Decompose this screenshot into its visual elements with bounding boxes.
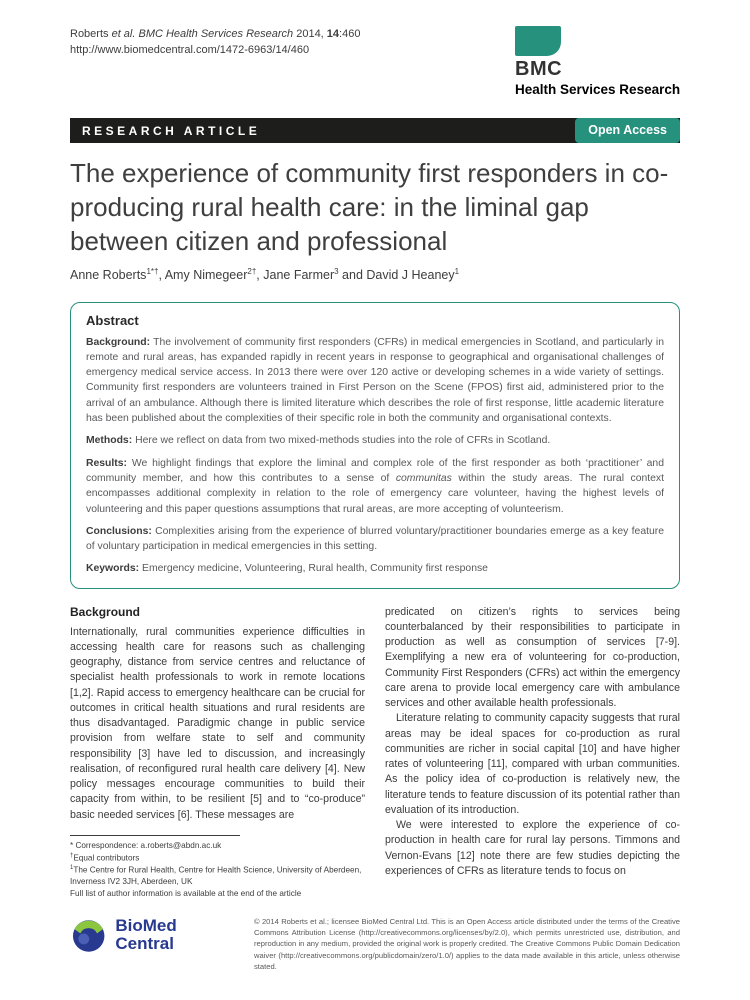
body-column-left <box>70 605 365 900</box>
section-heading-background: Background <box>70 604 141 619</box>
biomed-central-logo <box>70 916 238 954</box>
citation-year: 2014, <box>293 28 327 40</box>
abstract-results-text: We highlight findings that explore the liminal and complex role of the first responder as both ‘practitioner’ and community member, and how this contributes to a sense of <box>86 457 664 484</box>
article-title: The experience of community first responders in co-producing rural health care: in the liminal gap between citizen and professional <box>70 158 669 256</box>
body-column-right <box>385 605 680 900</box>
biomed-central-logo-icon <box>70 916 107 954</box>
author-name: Anne Roberts <box>70 268 147 283</box>
affiliation-sup: 1 <box>70 864 74 871</box>
open-access-badge: Open Access <box>575 118 680 143</box>
body-paragraph: predicated on citizen’s rights to services being counterbalanced by their responsibilities to participate in production as well as consumption of services [7-9]. Exemplifying a new era of volunteering for co-production, Community First Responders (CFRs) act within the emergency care arena to provide local emergency care with ambulance services and other available health professionals. <box>385 605 680 710</box>
abstract-heading: Abstract <box>86 312 139 328</box>
citation-page: :460 <box>339 28 361 40</box>
bmc-logo <box>515 26 680 97</box>
authors-line <box>70 267 680 282</box>
equal-contributors-sup: † <box>70 852 74 859</box>
affiliation-text: The Centre for Rural Health, Centre for Health Science, University of Aberdeen, Inverness IV2 3JH, Aberdeen, UK <box>70 865 362 887</box>
abstract-section-results <box>86 456 664 517</box>
footnote-block <box>70 835 365 900</box>
abstract-results-label: Results: <box>86 457 127 469</box>
bmc-logo-abbr: BMC <box>515 58 563 80</box>
abstract-section-conclusions <box>86 524 664 555</box>
author-name: Jane Farmer <box>263 268 335 283</box>
abstract-background-label: Background: <box>86 336 151 348</box>
abstract-panel <box>70 302 680 589</box>
abstract-background-text: The involvement of community first responders (CFRs) in medical emergencies in Scotland, and particularly in remote and rural areas, has expanded rapidly in recent years in response to geographical and organisational challenges of emergency medical service access. In 2013 there were over 120 active or developing schemes in a wide variety of settings. Community first responders are volunteers trained in First Person on the Scene (FPOS) first aid, administered prior to the arrival of an ambulance. Although there is limited literature which describes the role of first response, little academic literature has been published about the complexities of their specific role in both the community and organisational contexts. <box>86 336 664 425</box>
article-body <box>70 605 680 900</box>
author-affiliation-sup: 1 <box>454 267 460 277</box>
abstract-conclusions-label: Conclusions: <box>86 525 152 537</box>
full-author-list-note: Full list of author information is available at the end of the article <box>70 888 302 898</box>
equal-contributors-note <box>70 852 365 864</box>
citation-line <box>70 26 360 43</box>
abstract-keywords-text: Emergency medicine, Volunteering, Rural health, Community first response <box>139 563 488 575</box>
citation-authors: Roberts <box>70 28 112 40</box>
abstract-results-italic: communitas <box>395 472 452 484</box>
author-affiliation-sup: 1*† <box>146 267 159 277</box>
abstract-section-background <box>86 335 664 427</box>
journal-url-link[interactable]: http://www.biomedcentral.com/1472-6963/14/460 <box>70 43 310 56</box>
abstract-methods-text: Here we reflect on data from two mixed-methods studies into the role of CFRs in Scotland. <box>132 435 551 447</box>
page-footer <box>70 916 680 973</box>
body-paragraph: We were interested to explore the experience of co-production in health care for rural lay persons. Timmons and Vernon-Evans [12] note there are few studies depicting the experiences of CFRs as literature tends to focus on <box>385 819 680 877</box>
author-separator: , <box>256 268 264 283</box>
author-name: Amy Nimegeer <box>164 268 248 283</box>
body-paragraph: Literature relating to community capacity suggests that rural areas may be ideal spaces for co-production as rural communities are richer in social capital [10] and have higher rates of volunteering [11], compared with urban communities. As the policy idea of co-production is relatively new, the literature tends to feature discussion of its potential rather than evaluation of its introduction. <box>385 712 680 816</box>
abstract-conclusions-text: Complexities arising from the experience of blurred voluntary/practitioner boundaries emerge as a key feature of voluntary participation in medical emergencies in this setting. <box>86 525 664 553</box>
citation-journal: et al. BMC Health Services Research <box>111 28 294 40</box>
author-separator: , <box>158 268 165 283</box>
author-separator: and <box>338 268 367 283</box>
footnote-divider <box>70 835 240 836</box>
author-affiliation-sup: 3 <box>334 267 339 277</box>
abstract-results-text: within the study areas. The rural context encompasses additional complexity in relation to the role of emergency care volunteer, having the highest levels of volunteering and this paper questions assumptions that rural areas, are more accepting of volunteerism. <box>86 472 664 515</box>
page-header <box>70 26 680 97</box>
abstract-methods-label: Methods: <box>86 435 133 447</box>
correspondence-label: * Correspondence: <box>70 840 141 850</box>
bmc-logo-icon <box>515 26 561 56</box>
copyright-text: © 2014 Roberts et al.; licensee BioMed Central Ltd. This is an Open Access article distributed under the terms of the Creative Commons Attribution License (http://creativecommons.org/licenses/by/2.0), which permits unrestricted use, distribution, and reproduction in any medium, provided the original work is properly credited. The Creative Commons Public Domain Dedication waiver (http://creativecommons.org/publicdomain/zero/1.0/) applies to the data made available in this article, unless otherwise stated. <box>254 916 680 972</box>
citation-volume: 14 <box>326 28 340 40</box>
bmc-journal-name: Health Services Research <box>515 82 681 97</box>
article-type-label: RESEARCH ARTICLE <box>82 123 261 138</box>
citation-block <box>70 26 360 56</box>
correspondence-email-link[interactable]: a.roberts@abdn.ac.uk <box>140 840 222 850</box>
author-affiliation-sup: 2† <box>247 267 257 277</box>
abstract-section-keywords <box>86 561 664 576</box>
equal-contributors-text: Equal contributors <box>73 853 140 863</box>
abstract-section-methods <box>86 433 664 448</box>
biomed-central-logo-text: BioMed Central <box>115 915 177 953</box>
body-paragraph: Internationally, rural communities experience difficulties in accessing health care for reasons such as challenging geography, distance from service centres and reluctance of specialist health professionals to work in remote locations [1,2]. Rapid access to emergency healthcare can be crucial for outcomes in critical health situations and rural residents are thus disadvantaged. Paradigmic change in public service provision from welfare state to self and community responsibility [3] have led to discussion, and increasingly realisation, of reconfigured rural health care delivery [4]. New policy messages encourage communities to build their capacity from within, to be resilient [5] and to “co-produce” basic needed services [6]. These messages are <box>70 625 365 821</box>
abstract-keywords-label: Keywords: <box>86 563 140 575</box>
affiliation-note <box>70 864 365 888</box>
correspondence-note <box>70 840 365 852</box>
article-type-banner <box>70 118 680 143</box>
author-name: David J Heaney <box>366 268 455 283</box>
